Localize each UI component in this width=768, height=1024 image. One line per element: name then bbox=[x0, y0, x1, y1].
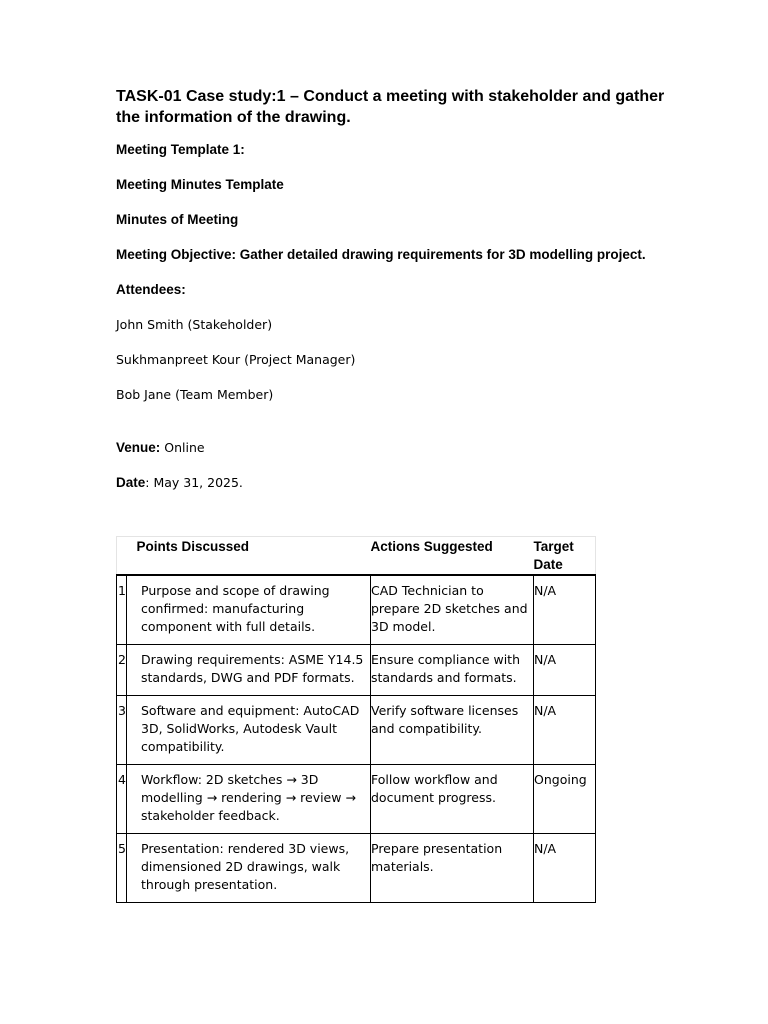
header-target-label: Target Date bbox=[533, 539, 574, 572]
target-cell bbox=[534, 645, 596, 696]
target-cell bbox=[534, 575, 596, 645]
header-target-date bbox=[534, 537, 596, 576]
target-text: N/A bbox=[534, 583, 557, 598]
venue-value: Online bbox=[160, 440, 205, 455]
table-row bbox=[117, 575, 596, 645]
action-text: Follow workflow and document progress. bbox=[371, 772, 498, 805]
header-points-label: Points Discussed bbox=[136, 539, 250, 554]
meeting-objective: Meeting Objective: Gather detailed drawing requirements for 3D modelling project. bbox=[116, 247, 646, 262]
date-value: : May 31, 2025. bbox=[145, 475, 243, 490]
template-label: Meeting Template 1: bbox=[116, 142, 245, 157]
header-actions-label: Actions Suggested bbox=[370, 539, 493, 554]
target-cell bbox=[534, 834, 596, 903]
row-number-text: 3 bbox=[118, 703, 126, 718]
venue-label: Venue: bbox=[116, 440, 161, 455]
target-text: Ongoing bbox=[534, 772, 587, 787]
action-text: Verify software licenses and compatibility. bbox=[371, 703, 519, 736]
point-cell bbox=[127, 575, 371, 645]
minutes-heading: Minutes of Meeting bbox=[116, 212, 239, 227]
action-cell bbox=[371, 834, 534, 903]
point-text: Workflow: 2D sketches → 3D modelling → rendering → review → stakeholder feedback. bbox=[141, 772, 356, 823]
row-number-text: 1 bbox=[118, 583, 126, 598]
attendees-label: Attendees: bbox=[116, 282, 186, 297]
point-text: Purpose and scope of drawing confirmed: manufacturing component with full details. bbox=[141, 583, 330, 634]
point-text: Drawing requirements: ASME Y14.5 standards, DWG and PDF formats. bbox=[141, 652, 364, 685]
document-title: TASK-01 Case study:1 – Conduct a meeting with stakeholder and gather the information of the drawing. bbox=[116, 88, 665, 126]
action-cell bbox=[371, 575, 534, 645]
table-row bbox=[117, 834, 596, 903]
header-number-cell bbox=[117, 537, 127, 576]
table-row bbox=[117, 696, 596, 765]
action-cell bbox=[371, 645, 534, 696]
document-body bbox=[116, 86, 676, 509]
row-number bbox=[117, 696, 127, 765]
target-cell bbox=[534, 696, 596, 765]
point-text: Software and equipment: AutoCAD 3D, SolidWorks, Autodesk Vault compatibility. bbox=[141, 703, 360, 754]
point-text: Presentation: rendered 3D views, dimensioned 2D drawings, walk through presentation. bbox=[141, 841, 350, 892]
target-text: N/A bbox=[534, 652, 557, 667]
table-header-row bbox=[117, 537, 596, 576]
venue-line bbox=[116, 439, 676, 457]
point-cell bbox=[127, 645, 371, 696]
attendee-1: John Smith (Stakeholder) bbox=[116, 317, 273, 332]
row-number-text: 5 bbox=[118, 841, 126, 856]
date-label: Date bbox=[116, 475, 146, 490]
attendee-2: Sukhmanpreet Kour (Project Manager) bbox=[116, 352, 356, 367]
header-actions-suggested bbox=[371, 537, 534, 576]
target-text: N/A bbox=[534, 703, 557, 718]
action-text: Ensure compliance with standards and formats. bbox=[371, 652, 520, 685]
date-line bbox=[116, 474, 676, 492]
point-cell bbox=[127, 765, 371, 834]
table-row bbox=[117, 645, 596, 696]
row-number bbox=[117, 834, 127, 903]
point-cell bbox=[127, 696, 371, 765]
row-number-text: 4 bbox=[118, 772, 126, 787]
action-cell bbox=[371, 696, 534, 765]
minutes-template-label: Meeting Minutes Template bbox=[116, 177, 284, 192]
target-text: N/A bbox=[534, 841, 557, 856]
minutes-table bbox=[116, 536, 596, 903]
action-text: Prepare presentation materials. bbox=[371, 841, 503, 874]
row-number bbox=[117, 645, 127, 696]
row-number-text: 2 bbox=[118, 652, 126, 667]
point-cell bbox=[127, 834, 371, 903]
row-number bbox=[117, 765, 127, 834]
target-cell bbox=[534, 765, 596, 834]
action-text: CAD Technician to prepare 2D sketches and 3D model. bbox=[371, 583, 528, 634]
table-row bbox=[117, 765, 596, 834]
header-points-discussed bbox=[127, 537, 371, 576]
attendee-3: Bob Jane (Team Member) bbox=[116, 387, 274, 402]
action-cell bbox=[371, 765, 534, 834]
row-number bbox=[117, 575, 127, 645]
